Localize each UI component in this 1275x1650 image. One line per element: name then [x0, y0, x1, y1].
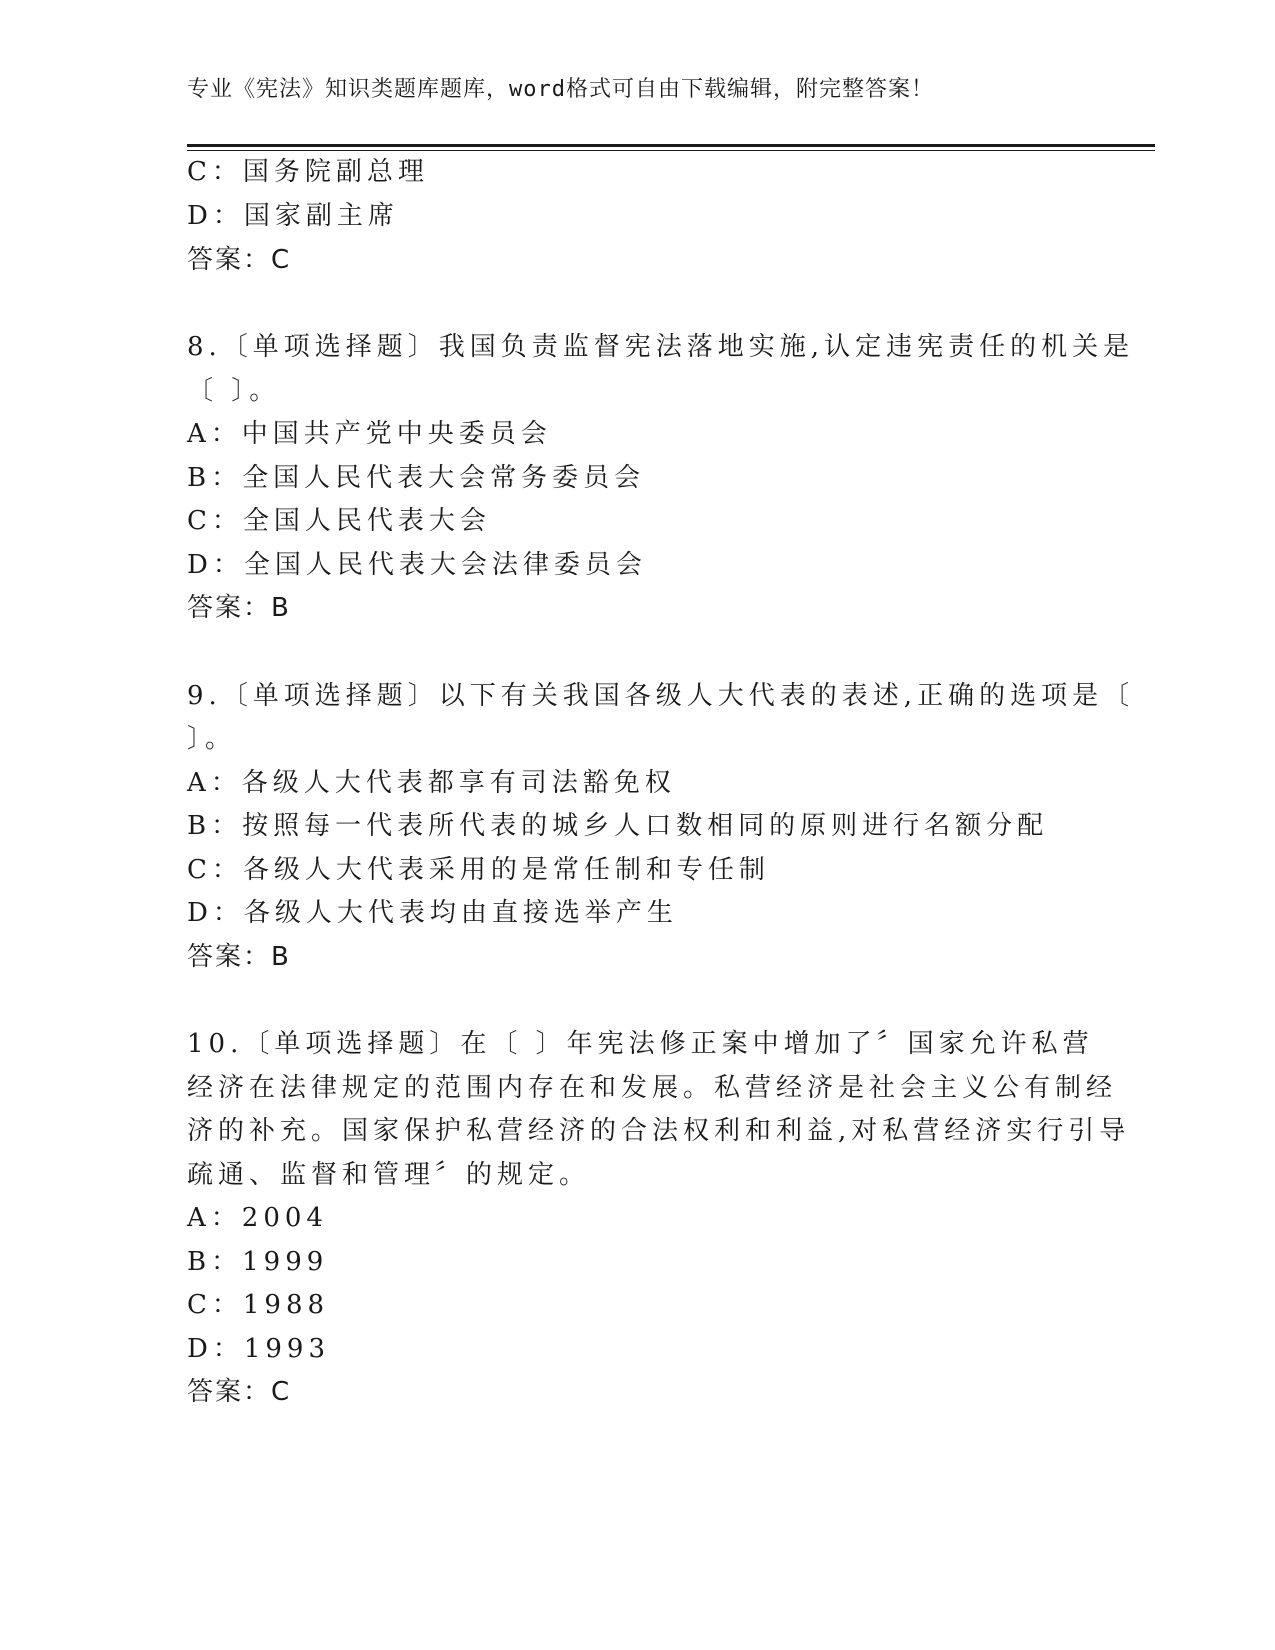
q10-option-d: D：1993	[187, 1334, 331, 1364]
q8-option-c: C：全国人民代表大会	[187, 506, 491, 536]
prev-option-c: C：国务院副总理	[187, 157, 429, 187]
header-rule-thin	[187, 150, 1155, 151]
page-header: 专业《宪法》知识类题库题库，word格式可自由下载编辑，附完整答案！	[187, 77, 934, 102]
q10-option-c: C：1988	[187, 1290, 330, 1320]
q9-answer: 答案：B	[187, 942, 291, 972]
q8-option-d: D：全国人民代表大会法律委员会	[187, 550, 647, 580]
q9-option-b: B：按照每一代表所代表的城乡人口数相同的原则进行名额分配	[187, 811, 1049, 841]
prev-answer: 答案：C	[187, 245, 292, 275]
q10-option-b: B：1999	[187, 1247, 329, 1277]
q8-option-a: A：中国共产党中央委员会	[187, 419, 552, 449]
q10-option-a: A：2004	[187, 1203, 328, 1233]
q10-stem-line-4: 疏通、监督和管理〞的规定。	[187, 1160, 591, 1190]
q8-option-b: B：全国人民代表大会常务委员会	[187, 463, 646, 493]
q10-stem-line-3: 济的补充。国家保护私营经济的合法权利和利益,对私营经济实行引导	[187, 1116, 1131, 1146]
q8-stem-line-2: 〔 〕。	[187, 376, 281, 406]
q9-option-a: A：各级人大代表都享有司法豁免权	[187, 768, 676, 798]
header-rule-thick	[187, 144, 1155, 147]
q8-answer: 答案：B	[187, 593, 291, 623]
q8-stem-line-1: 8.〔单项选择题〕我国负责监督宪法落地实施,认定违宪责任的机关是	[187, 332, 1135, 362]
q10-stem-line-1: 10.〔单项选择题〕在〔 〕年宪法修正案中增加了〞国家允许私营	[187, 1029, 1094, 1059]
q10-answer: 答案：C	[187, 1377, 292, 1407]
q10-stem-line-2: 经济在法律规定的范围内存在和发展。私营经济是社会主义公有制经	[187, 1073, 1118, 1103]
q9-stem-line-2: 〕。	[187, 724, 237, 754]
q9-option-d: D：各级人大代表均由直接选举产生	[187, 898, 678, 928]
q9-stem-line-1: 9.〔单项选择题〕以下有关我国各级人大代表的表述,正确的选项是〔	[187, 681, 1135, 711]
q9-option-c: C：各级人大代表采用的是常任制和专任制	[187, 855, 770, 885]
prev-option-d: D：国家副主席	[187, 201, 399, 231]
